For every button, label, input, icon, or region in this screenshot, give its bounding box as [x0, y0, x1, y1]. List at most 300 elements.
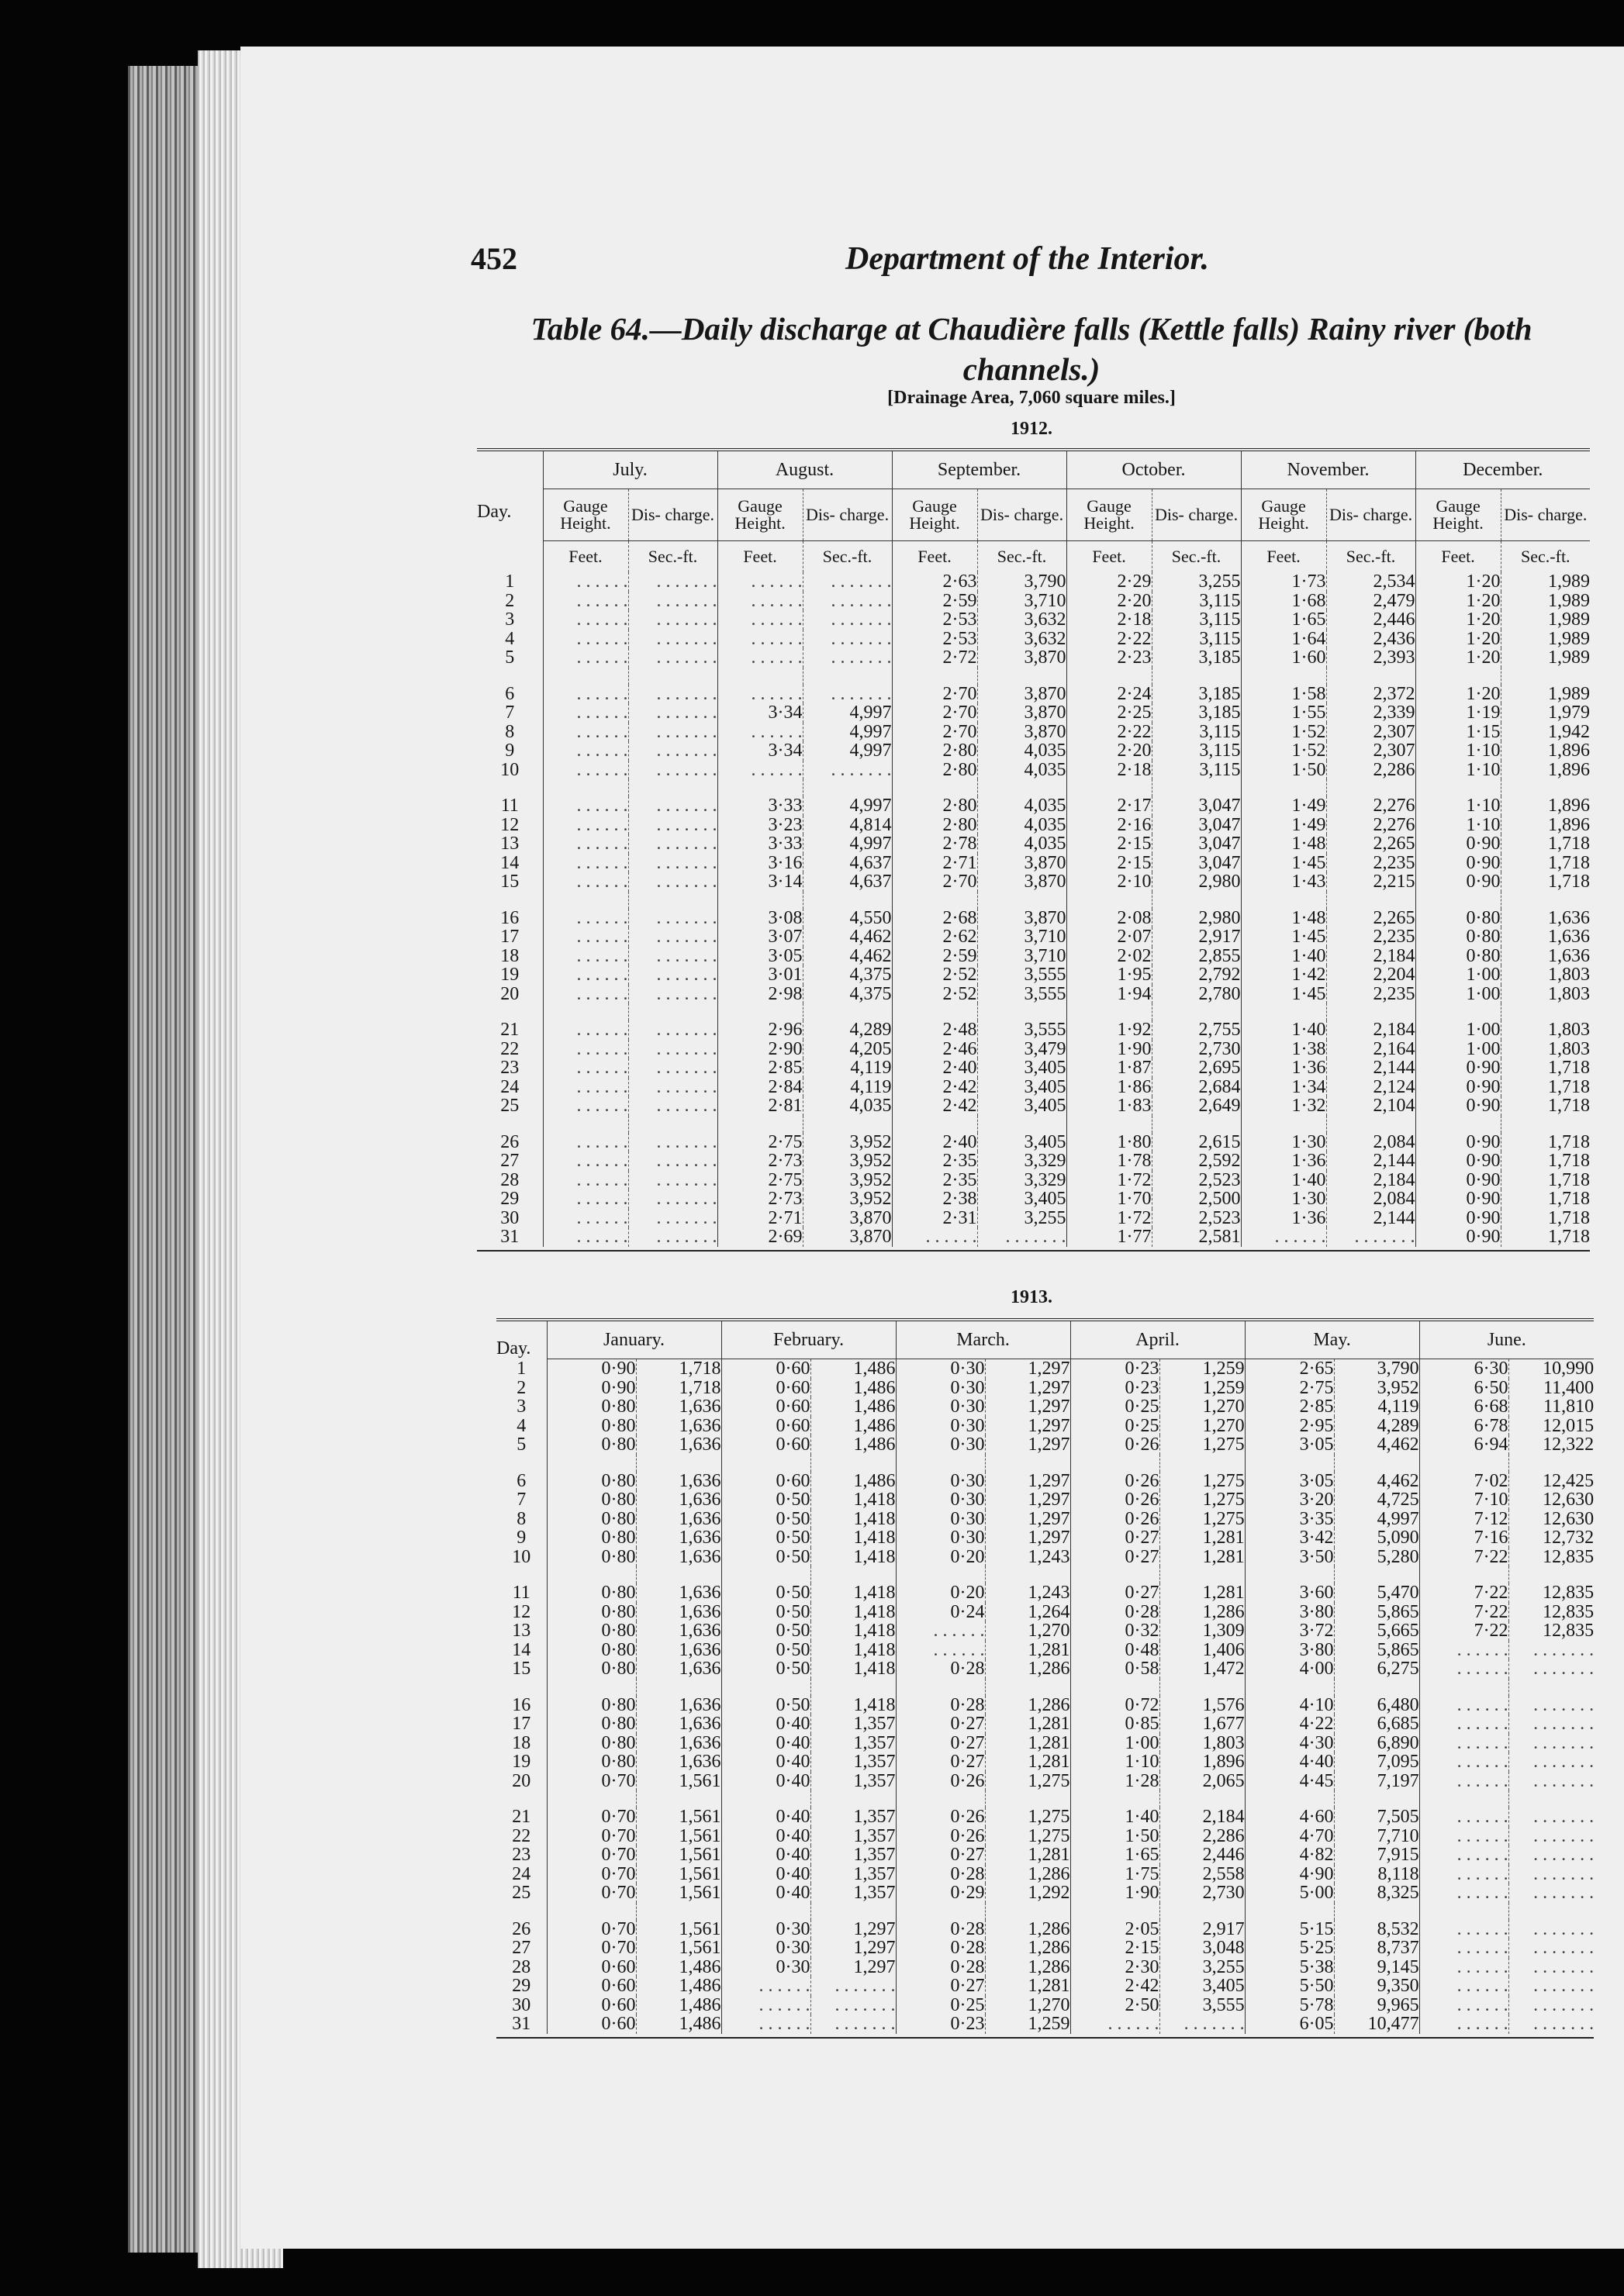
discharge-cell: . . . . . . .: [1508, 1772, 1594, 1791]
discharge-cell: . . . . . . .: [1508, 1958, 1594, 1977]
gauge-height-cell: 2·53: [892, 630, 977, 649]
page-number: 452: [471, 241, 517, 276]
discharge-cell: 1,357: [810, 1845, 896, 1865]
gauge-height-cell: 3·01: [717, 965, 803, 985]
gauge-height-cell: 0·50: [721, 1603, 810, 1622]
discharge-cell: 2,235: [1326, 854, 1415, 873]
month-header: July.: [543, 450, 717, 489]
day-number: 13: [512, 1621, 531, 1641]
day-number: 29: [500, 1189, 520, 1209]
gauge-height-cell: 2·69: [717, 1227, 803, 1247]
discharge-cell: 5,280: [1334, 1548, 1419, 1567]
discharge-cell: 1,281: [1159, 1583, 1245, 1603]
discharge-cell: 1,636: [1501, 947, 1590, 966]
discharge-cell: . . . . . . .: [1508, 1865, 1594, 1884]
discharge-cell: . . . . . . .: [628, 1189, 717, 1209]
discharge-cell: 1,803: [1501, 1020, 1590, 1040]
discharge-cell: . . . . . . .: [1508, 1827, 1594, 1846]
gauge-height-cell: 0·28: [896, 1920, 985, 1939]
day-number: 25: [500, 1096, 520, 1116]
discharge-cell: . . . . . . .: [628, 1227, 717, 1247]
table-row: [496, 1583, 1594, 1603]
gauge-height-cell: 0·80: [547, 1641, 636, 1660]
discharge-cell: . . . . . . .: [628, 1058, 717, 1078]
discharge-cell: . . . . . . .: [628, 610, 717, 630]
gauge-height-cell: 1·10: [1415, 796, 1501, 816]
discharge-cell: . . . . . . .: [1508, 2015, 1594, 2034]
gauge-height-cell: 0·30: [896, 1528, 985, 1548]
discharge-cell: 3,255: [977, 1209, 1066, 1228]
discharge-cell: 1,718: [1501, 1096, 1590, 1116]
discharge-cell: 3,555: [977, 985, 1066, 1004]
month-header: October.: [1066, 450, 1241, 489]
day-number: 1: [505, 571, 515, 592]
gauge-height-cell: . . . . . .: [721, 1977, 810, 1996]
discharge-cell: 2,479: [1326, 592, 1415, 611]
gauge-height-cell: 2·48: [892, 1020, 977, 1040]
discharge-cell: . . . . . . .: [628, 1078, 717, 1097]
gauge-height-cell: 3·34: [717, 741, 803, 761]
discharge-cell: . . . . . . .: [1159, 2015, 1245, 2034]
gauge-height-cell: 0·26: [1070, 1472, 1159, 1491]
gauge-height-cell: 2·18: [1066, 610, 1152, 630]
discharge-cell: 3,185: [1152, 685, 1241, 704]
discharge-cell: 3,047: [1152, 816, 1241, 835]
gauge-height-cell: 0·80: [547, 1583, 636, 1603]
discharge-cell: 3,185: [1152, 703, 1241, 723]
discharge-cell: 3,870: [977, 723, 1066, 742]
discharge-cell: 2,446: [1326, 610, 1415, 630]
gauge-height-cell: 2·59: [892, 947, 977, 966]
gauge-height-cell: 0·40: [721, 1827, 810, 1846]
discharge-cell: 2,695: [1152, 1058, 1241, 1078]
discharge-cell: 6,890: [1334, 1734, 1419, 1753]
discharge-cell: 4,462: [803, 927, 892, 947]
discharge-cell: 4,997: [803, 796, 892, 816]
table-row: [477, 834, 1590, 854]
gauge-height-cell: 0·27: [1070, 1528, 1159, 1548]
discharge-cell: 1,297: [985, 1359, 1070, 1379]
gauge-height-cell: . . . . . .: [543, 1040, 628, 1059]
day-number: 6: [517, 1470, 527, 1491]
discharge-cell: 3,632: [977, 610, 1066, 630]
discharge-cell: 1,718: [1501, 1078, 1590, 1097]
month-header: March.: [896, 1320, 1070, 1359]
discharge-cell: 1,357: [810, 1714, 896, 1734]
discharge-cell: 9,145: [1334, 1958, 1419, 1977]
day-number: 15: [512, 1659, 531, 1679]
discharge-cell: . . . . . . .: [628, 854, 717, 873]
discharge-cell: 3,555: [1159, 1996, 1245, 2015]
discharge-cell: . . . . . . .: [628, 1171, 717, 1190]
gauge-height-cell: 3·34: [717, 703, 803, 723]
discharge-cell: 12,835: [1508, 1603, 1594, 1622]
gauge-height-cell: 0·30: [896, 1379, 985, 1398]
discharge-cell: 1,677: [1159, 1714, 1245, 1734]
gauge-height-cell: 0·90: [1415, 1189, 1501, 1209]
gauge-height-cell: 0·27: [1070, 1548, 1159, 1567]
unit-sec-ft: Sec.-ft.: [628, 541, 717, 573]
discharge-cell: 1,472: [1159, 1659, 1245, 1679]
gauge-height-cell: 0·90: [1415, 834, 1501, 854]
discharge-cell: 2,372: [1326, 685, 1415, 704]
gauge-height-cell: 0·50: [721, 1621, 810, 1641]
day-number: 7: [505, 703, 515, 723]
discharge-cell: 1,803: [1501, 965, 1590, 985]
discharge-cell: . . . . . . .: [628, 1040, 717, 1059]
gauge-height-cell: 3·08: [717, 909, 803, 928]
discharge-cell: 2,917: [1152, 927, 1241, 947]
gauge-height-cell: . . . . . .: [543, 1209, 628, 1228]
discharge-cell: 4,725: [1334, 1490, 1419, 1510]
month-header: September.: [892, 450, 1066, 489]
day-number: 19: [500, 965, 520, 985]
discharge-cell: 3,952: [1334, 1379, 1419, 1398]
discharge-cell: 1,281: [985, 1641, 1070, 1660]
day-number: 22: [512, 1825, 531, 1846]
gauge-height-cell: 0·27: [896, 1845, 985, 1865]
table-row: [477, 648, 1590, 668]
discharge-cell: 1,486: [636, 2015, 721, 2034]
gauge-height-cell: 0·40: [721, 1845, 810, 1865]
gauge-height-cell: . . . . . .: [1419, 1996, 1508, 2015]
gauge-height-cell: 7·22: [1419, 1583, 1508, 1603]
gauge-height-cell: 2·62: [892, 927, 977, 947]
gauge-height-cell: 2·53: [892, 610, 977, 630]
table-row: [496, 1734, 1594, 1753]
discharge-cell: 4,119: [803, 1078, 892, 1097]
day-number: 4: [505, 628, 515, 649]
gauge-height-cell: 1·86: [1066, 1078, 1152, 1097]
discharge-cell: 3,329: [977, 1151, 1066, 1171]
gauge-height-cell: . . . . . .: [1419, 1714, 1508, 1734]
gauge-height-cell: 2·20: [1066, 741, 1152, 761]
day-number: 23: [512, 1845, 531, 1865]
discharge-cell: 5,865: [1334, 1641, 1419, 1660]
gauge-height-cell: 2·98: [717, 985, 803, 1004]
discharge-cell: 1,297: [810, 1939, 896, 1958]
discharge-cell: 1,486: [636, 1958, 721, 1977]
gauge-height-cell: 4·30: [1245, 1734, 1334, 1753]
discharge-cell: 2,339: [1326, 703, 1415, 723]
discharge-cell: 1,486: [636, 1977, 721, 1996]
discharge-cell: 2,592: [1152, 1151, 1241, 1171]
discharge-cell: 12,015: [1508, 1417, 1594, 1436]
gauge-height-cell: 0·90: [1415, 1058, 1501, 1078]
gauge-height-cell: 0·30: [896, 1472, 985, 1491]
gauge-height-cell: 0·30: [896, 1510, 985, 1529]
gauge-height-cell: 0·40: [721, 1865, 810, 1884]
day-header: Day.: [477, 501, 512, 522]
discharge-cell: 5,470: [1334, 1583, 1419, 1603]
table-row: [496, 1472, 1594, 1491]
gauge-height-cell: 6·50: [1419, 1379, 1508, 1398]
gauge-height-cell: 1·20: [1415, 630, 1501, 649]
discharge-cell: 2,144: [1326, 1209, 1415, 1228]
discharge-cell: 1,297: [985, 1510, 1070, 1529]
gauge-height-cell: 1·87: [1066, 1058, 1152, 1078]
gauge-height-cell: 0·30: [721, 1920, 810, 1939]
day-number: 6: [505, 683, 515, 704]
table-row: [477, 872, 1590, 892]
table-row: [477, 610, 1590, 630]
gauge-height-cell: 0·80: [1415, 927, 1501, 947]
discharge-cell: 1,281: [985, 1977, 1070, 1996]
discharge-cell: 1,561: [636, 1939, 721, 1958]
day-number: 20: [512, 1770, 531, 1791]
discharge-cell: 1,989: [1501, 685, 1590, 704]
gauge-height-cell: 1·36: [1241, 1151, 1326, 1171]
table-row: [477, 741, 1590, 761]
discharge-cell: 1,486: [810, 1417, 896, 1436]
gauge-height-cell: 2·52: [892, 985, 977, 1004]
gauge-height-cell: . . . . . .: [1419, 1659, 1508, 1679]
discharge-cell: 1,942: [1501, 723, 1590, 742]
gauge-height-cell: 2·75: [717, 1133, 803, 1152]
gauge-height-cell: 0·20: [896, 1583, 985, 1603]
discharge-cell: 4,550: [803, 909, 892, 928]
discharge-cell: 3,405: [977, 1133, 1066, 1152]
discharge-cell: 8,532: [1334, 1920, 1419, 1939]
discharge-cell: 3,952: [803, 1151, 892, 1171]
gauge-height-cell: 1·30: [1241, 1189, 1326, 1209]
discharge-cell: 1,281: [985, 1734, 1070, 1753]
discharge-cell: 3,790: [1334, 1359, 1419, 1379]
gauge-height-cell: . . . . . .: [1419, 1845, 1508, 1865]
gauge-height-cell: 0·70: [547, 1920, 636, 1939]
gauge-height-cell: . . . . . .: [892, 1227, 977, 1247]
gauge-height-cell: 3·80: [1245, 1603, 1334, 1622]
gauge-height-cell: 0·40: [721, 1734, 810, 1753]
table-row: [496, 1621, 1594, 1641]
discharge-header: Dis- charge.: [803, 489, 892, 541]
discharge-cell: 1,561: [636, 1883, 721, 1903]
table-row: [496, 1958, 1594, 1977]
gauge-height-cell: 1·38: [1241, 1040, 1326, 1059]
table-row: [496, 1939, 1594, 1958]
table-row: [496, 1714, 1594, 1734]
gauge-height-cell: 3·23: [717, 816, 803, 835]
discharge-cell: 1,636: [636, 1621, 721, 1641]
discharge-cell: 4,119: [803, 1058, 892, 1078]
gauge-height-cell: 5·50: [1245, 1977, 1334, 1996]
day-number: 3: [505, 609, 515, 630]
table-row: [477, 1040, 1590, 1059]
discharge-cell: 2,104: [1326, 1096, 1415, 1116]
discharge-cell: 3,870: [977, 872, 1066, 892]
gauge-height-cell: . . . . . .: [543, 630, 628, 649]
discharge-cell: 1,357: [810, 1807, 896, 1827]
gauge-height-cell: . . . . . .: [896, 1641, 985, 1660]
discharge-cell: 1,297: [985, 1417, 1070, 1436]
gauge-height-cell: 2·78: [892, 834, 977, 854]
gauge-height-cell: . . . . . .: [543, 592, 628, 611]
discharge-cell: 2,065: [1159, 1772, 1245, 1791]
gauge-height-cell: 1·45: [1241, 985, 1326, 1004]
month-header: November.: [1241, 450, 1415, 489]
gauge-height-cell: 4·22: [1245, 1714, 1334, 1734]
discharge-cell: 3,555: [977, 965, 1066, 985]
gauge-height-cell: 0·25: [1070, 1417, 1159, 1436]
gauge-height-cell: 0·80: [547, 1659, 636, 1679]
gauge-height-cell: . . . . . .: [717, 572, 803, 592]
gauge-height-cell: 1·90: [1070, 1883, 1159, 1903]
gauge-height-cell: 0·28: [896, 1939, 985, 1958]
discharge-cell: 1,297: [985, 1528, 1070, 1548]
month-header: December.: [1415, 450, 1590, 489]
month-header: August.: [717, 450, 892, 489]
table-row: [496, 1435, 1594, 1455]
discharge-cell: 2,184: [1326, 947, 1415, 966]
table-row: [496, 1397, 1594, 1417]
day-number: 9: [505, 741, 515, 761]
gauge-height-cell: 0·24: [896, 1603, 985, 1622]
discharge-cell: . . . . . . .: [628, 592, 717, 611]
gauge-height-cell: 2·40: [892, 1133, 977, 1152]
discharge-cell: 6,480: [1334, 1696, 1419, 1715]
gauge-height-cell: . . . . . .: [543, 685, 628, 704]
gauge-height-cell: 2·42: [892, 1096, 977, 1116]
day-number: 26: [512, 1918, 531, 1939]
gauge-height-cell: 1·30: [1241, 1133, 1326, 1152]
discharge-cell: 2,307: [1326, 723, 1415, 742]
discharge-cell: 1,281: [985, 1714, 1070, 1734]
day-header: Day.: [496, 1338, 531, 1359]
day-number: 21: [512, 1807, 531, 1827]
gauge-height-cell: 0·50: [721, 1548, 810, 1567]
gauge-height-cell: 1·52: [1241, 723, 1326, 742]
gauge-height-cell: 2·96: [717, 1020, 803, 1040]
discharge-cell: 10,477: [1334, 2015, 1419, 2034]
discharge-cell: 3,255: [1159, 1958, 1245, 1977]
gauge-height-cell: 0·90: [1415, 1078, 1501, 1097]
discharge-cell: 4,205: [803, 1040, 892, 1059]
table-row: [477, 965, 1590, 985]
month-header: May.: [1245, 1320, 1419, 1359]
gauge-height-cell: 6·94: [1419, 1435, 1508, 1455]
discharge-cell: 1,989: [1501, 592, 1590, 611]
gauge-height-cell: . . . . . .: [717, 685, 803, 704]
table-row: [477, 985, 1590, 1004]
table-row: [496, 1641, 1594, 1660]
discharge-cell: 2,730: [1159, 1883, 1245, 1903]
day-number: 14: [500, 852, 520, 873]
discharge-cell: 3,790: [977, 572, 1066, 592]
table-row: [477, 1189, 1590, 1209]
gauge-height-cell: 0·80: [547, 1417, 636, 1436]
discharge-cell: 1,281: [985, 1845, 1070, 1865]
discharge-cell: 1,418: [810, 1696, 896, 1715]
discharge-cell: 3,048: [1159, 1939, 1245, 1958]
gauge-height-cell: 7·22: [1419, 1548, 1508, 1567]
discharge-cell: . . . . . . .: [628, 1151, 717, 1171]
gauge-height-cell: 1·40: [1241, 1171, 1326, 1190]
discharge-cell: . . . . . . .: [628, 834, 717, 854]
gauge-height-cell: 0·72: [1070, 1696, 1159, 1715]
gauge-height-header: Gauge Height.: [1241, 489, 1326, 541]
discharge-cell: 1,270: [985, 1621, 1070, 1641]
gauge-height-cell: 0·80: [547, 1696, 636, 1715]
discharge-cell: 1,803: [1159, 1734, 1245, 1753]
gauge-height-cell: 0·30: [896, 1490, 985, 1510]
discharge-cell: 3,115: [1152, 630, 1241, 649]
gauge-height-cell: 2·52: [892, 965, 977, 985]
discharge-cell: . . . . . . .: [628, 703, 717, 723]
gauge-height-cell: 1·00: [1415, 1020, 1501, 1040]
gauge-height-cell: 1·65: [1070, 1845, 1159, 1865]
gauge-height-cell: 0·27: [896, 1714, 985, 1734]
discharge-cell: 4,637: [803, 854, 892, 873]
gauge-height-cell: 0·80: [547, 1397, 636, 1417]
gauge-height-cell: 0·26: [896, 1772, 985, 1791]
gauge-height-cell: 4·00: [1245, 1659, 1334, 1679]
discharge-cell: . . . . . . .: [628, 723, 717, 742]
discharge-cell: 1,576: [1159, 1696, 1245, 1715]
discharge-cell: 1,718: [1501, 1151, 1590, 1171]
gauge-height-cell: 1·00: [1070, 1734, 1159, 1753]
gauge-height-cell: 1·20: [1415, 610, 1501, 630]
discharge-cell: 2,235: [1326, 927, 1415, 947]
discharge-cell: 1,486: [810, 1435, 896, 1455]
discharge-cell: 1,561: [636, 1772, 721, 1791]
discharge-cell: 2,917: [1159, 1920, 1245, 1939]
discharge-cell: . . . . . . .: [803, 761, 892, 780]
gauge-height-cell: 2·73: [717, 1151, 803, 1171]
discharge-cell: 12,630: [1508, 1510, 1594, 1529]
gauge-height-cell: 5·25: [1245, 1939, 1334, 1958]
discharge-cell: 12,425: [1508, 1472, 1594, 1491]
discharge-cell: 1,718: [1501, 854, 1590, 873]
discharge-cell: 1,286: [1159, 1603, 1245, 1622]
gauge-height-cell: 2·18: [1066, 761, 1152, 780]
discharge-cell: 1,486: [636, 1996, 721, 2015]
discharge-cell: 2,534: [1326, 572, 1415, 592]
gauge-height-cell: 7·22: [1419, 1621, 1508, 1641]
gauge-height-cell: 2·22: [1066, 723, 1152, 742]
discharge-cell: 2,615: [1152, 1133, 1241, 1152]
unit-sec-ft: Sec.-ft.: [803, 541, 892, 573]
discharge-cell: 12,322: [1508, 1435, 1594, 1455]
discharge-cell: . . . . . . .: [628, 1096, 717, 1116]
discharge-cell: 1,286: [985, 1939, 1070, 1958]
gauge-height-cell: 0·90: [1415, 872, 1501, 892]
gauge-height-cell: 1·75: [1070, 1865, 1159, 1884]
discharge-cell: 3,047: [1152, 834, 1241, 854]
discharge-cell: 2,144: [1326, 1058, 1415, 1078]
discharge-cell: 12,835: [1508, 1621, 1594, 1641]
gauge-height-cell: 0·90: [1415, 1171, 1501, 1190]
unit-feet: Feet.: [717, 541, 803, 573]
table-row: [477, 947, 1590, 966]
gauge-height-cell: 0·80: [547, 1714, 636, 1734]
gauge-height-cell: 2·71: [717, 1209, 803, 1228]
gauge-height-cell: 0·90: [1415, 1133, 1501, 1152]
discharge-cell: 4,814: [803, 816, 892, 835]
gauge-height-cell: 0·28: [896, 1696, 985, 1715]
gauge-height-cell: 1·42: [1241, 965, 1326, 985]
discharge-cell: 9,350: [1334, 1977, 1419, 1996]
discharge-cell: . . . . . . .: [628, 1133, 717, 1152]
gauge-height-cell: . . . . . .: [543, 741, 628, 761]
discharge-cell: 1,803: [1501, 1040, 1590, 1059]
discharge-cell: 1,259: [1159, 1359, 1245, 1379]
discharge-cell: . . . . . . .: [628, 761, 717, 780]
discharge-cell: 1,636: [636, 1752, 721, 1772]
gauge-height-cell: 1·00: [1415, 965, 1501, 985]
discharge-cell: 3,870: [977, 703, 1066, 723]
gauge-height-header: Gauge Height.: [717, 489, 803, 541]
gauge-height-cell: 3·72: [1245, 1621, 1334, 1641]
